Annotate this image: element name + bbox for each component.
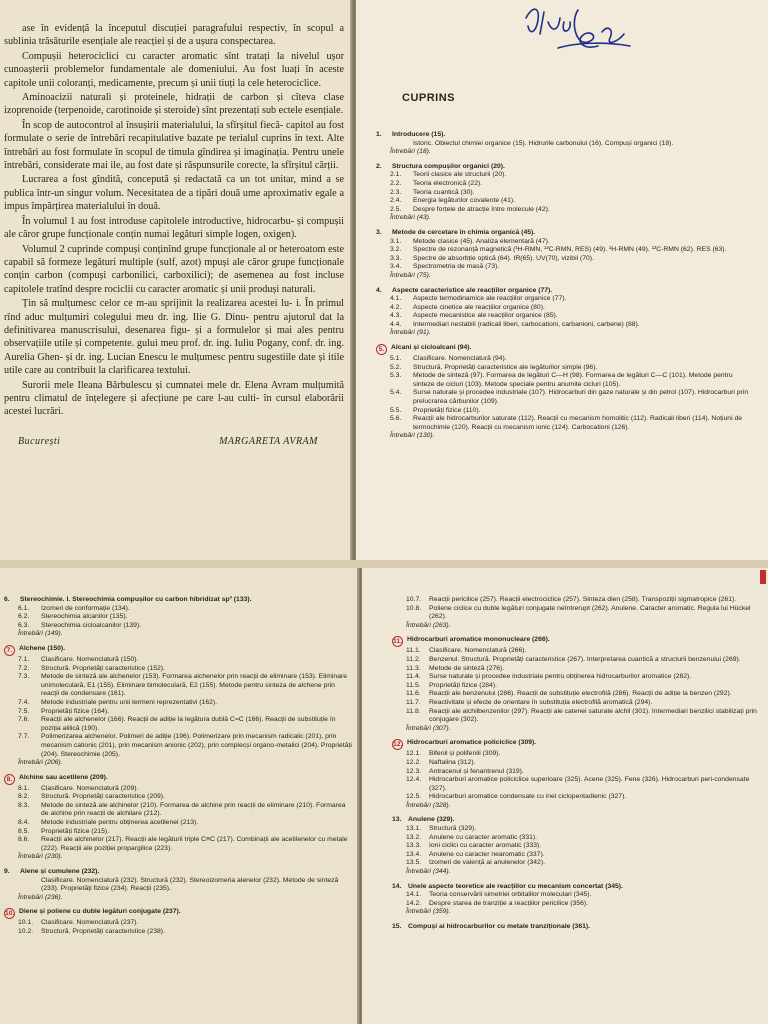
- toc-subsection-title: Spectre de absorbție optică (64). IR(65). UV(70), vizibil (70).: [413, 254, 594, 262]
- toc-chapter: [392, 816, 762, 876]
- toc-chapter-number: 4.: [376, 286, 382, 294]
- toc-chapter-heading: [4, 908, 352, 919]
- toc-subsection: [4, 605, 352, 614]
- toc-subsection-title: Structură. Proprietăți caracteristice (209).: [41, 793, 165, 801]
- toc-subsection-number: 4.3.: [390, 312, 402, 320]
- toc-chapter-number: 6.: [4, 596, 10, 603]
- toc-questions: Întrebări (230).: [18, 853, 63, 861]
- toc-subsection-number: 12.1.: [406, 750, 422, 758]
- toc-chapter: [376, 163, 756, 223]
- toc-subsection: [4, 793, 352, 802]
- toc-subsection-title: Antracenul și fenantrenul (319).: [429, 767, 524, 775]
- toc-subsection-title: Teorii clasice ale structurii (20).: [413, 171, 507, 179]
- preface-paragraph: Țin să mulțumesc celor ce m-au sprijinit la realizarea acestei lu- i. În primul rînd aduc mulțumiri colegului meu dr. ing. Ilie G. Dinu- pentru ajutorul dat la definitivarea manuscrisului, desenarea figu- și a formulelor și mai ales pentru observațiile utile și competente. gului meu prof. dr. ing. Iuliu Pogany, conf. dr. ing. Aurelia Ghen- și dr. ing. Lucian Enescu le mulțumesc pentru sugestiile date și itile utile care au contribuit la clarificarea textului.: [4, 298, 344, 377]
- preface-text: [0, 0, 352, 419]
- toc-subsection: [376, 295, 756, 304]
- toc-subsection: [392, 708, 762, 725]
- toc-subsection: [392, 759, 762, 768]
- toc-subsection: [392, 682, 762, 691]
- toc-subsection-number: 10.1.: [18, 919, 34, 927]
- toc-subsection-title: Aspecte termodinamice ale reacțiilor organice (77).: [413, 295, 567, 303]
- toc-subsection-title: Structură (329).: [429, 825, 477, 833]
- toc-subsection: [376, 415, 756, 432]
- toc-subsection-number: 11.7.: [406, 698, 421, 706]
- toc-chapter-heading: [376, 344, 756, 355]
- toc-subsection: [392, 647, 762, 656]
- toc-subsection-title: Surse naturale și procedee industriale (107). Hidrocarburi din gaze naturale și din petrol (107). Hidrocarburi prin prelucrarea cărbunilor (109).: [413, 389, 749, 406]
- toc-subsection: [392, 768, 762, 777]
- toc-subsection: [392, 673, 762, 682]
- toc-subsection: [376, 355, 756, 364]
- toc-subsection-title: Clasificare. Nomenclatură (237).: [41, 919, 139, 927]
- preface-paragraph: Surorii mele Ileana Bărbulescu și cumnatei mele dr. Elena Avram mulțumită pentru climatul de înțelegere și afecțiune pe care l-au culti- în cursul elaborării acestei lucrări.: [4, 379, 344, 418]
- toc-chapter-heading: [376, 287, 756, 296]
- toc-chapter-note: Clasificare. Nomenclatură (232). Structură (232). Stereoizomeria alenelor (232). Metode de sinteză (233). Proprietăți fizice (234). Reacții (235).: [41, 876, 339, 893]
- toc-questions: Întrebări (149).: [18, 630, 63, 638]
- toc-subsection-number: 13.5.: [406, 859, 422, 867]
- toc-chapter-heading: [392, 883, 762, 892]
- toc-subsection-number: 4.2.: [390, 303, 402, 311]
- toc-chapter-number: 2.: [376, 162, 382, 170]
- toc-chapter-title: Compuși ai hidrocarburilor cu metale tranziționale (361).: [408, 923, 591, 930]
- toc-subsection-title: Structură. Proprietăți caracteristice ale legăturilor simple (96).: [413, 363, 598, 371]
- toc-subsection-number: 2.4.: [390, 197, 402, 205]
- toc-subsection-number: 13.3.: [406, 842, 422, 850]
- toc-subsection-title: Reacții ale benzenului (286). Reacții de substituție electrofilă (286). Reacții de adiție la benzen (292).: [429, 690, 732, 698]
- toc-subsection-title: Structură. Proprietăți caracteristice (238).: [41, 928, 165, 935]
- toc-subsection-number: 8.3.: [18, 801, 30, 809]
- handwritten-signature: [518, 2, 636, 64]
- toc-subsection-number: 13.2.: [406, 833, 422, 841]
- toc-chapter-number: 14.: [392, 882, 402, 890]
- toc-subsection-title: Energia legăturilor covalente (41).: [413, 197, 516, 205]
- preface-place: București: [18, 435, 61, 447]
- preface-signature-line: [0, 420, 352, 447]
- toc-subsection: [392, 776, 762, 793]
- preface-paragraph: În volumul 1 au fost introduse capitolele introductive, hidrocarbu- și compușii ale căror grupe funcționale conțin numai legături simple logen, oxigen).: [4, 215, 344, 241]
- toc-chapter-title: Hidrocarburi aromatice policiclice (309).: [407, 739, 537, 747]
- toc-chapter: [4, 908, 352, 936]
- toc-chapter-title: Introducere (15).: [392, 131, 446, 138]
- toc-subsection-title: Reacții pericilice (257). Reacții electrociclice (257). Sinteza dien (258). Transpoziții sigmatropice (261).: [429, 596, 737, 603]
- toc-chapter-title: Alchene (150).: [19, 644, 66, 652]
- toc-chapter: [392, 923, 762, 932]
- toc-questions: Întrebări (328).: [406, 801, 451, 809]
- toc-subsection-title: Poliene ciclice cu duble legături conjugate neîntrerupt (262). Anulene. Caracter aromatic. Regula lui Hückel (262).: [429, 604, 751, 621]
- toc-subsection: [4, 802, 352, 819]
- toc-subsection-number: 10.7.: [406, 596, 422, 603]
- preface-paragraph: Aminoacizii naturali și proteinele, hidrații de carbon și cîteva clase izoprenoide (terpenoide, carotinoide și steroide) sînt prezentați sub ectele esențiale.: [4, 92, 344, 117]
- toc-chapter-title: Alene și cumulene (232).: [20, 868, 100, 876]
- toc-subsection-number: 11.4.: [406, 673, 421, 681]
- toc-subsection-number: 8.5.: [18, 827, 30, 835]
- toc-subsection: [376, 364, 756, 373]
- toc-questions: Întrebări (91).: [390, 329, 431, 337]
- toc-subsection-title: Bifenil și polifenili (309).: [429, 750, 501, 758]
- toc-questions: Întrebări (359).: [406, 908, 451, 916]
- preface-paragraph: Volumul 2 cuprinde compuși conținînd grupe funcționale al or heteroatom este capabil să formeze legături multiple (sulf, azot) mpuși ale căror grupe funcționale conțin carbon (compuși carbonilici, carboxilici); de asemenea au fost incluse capitolele tratînd despre rociclii cu caracter aromatic și unii produși naturali.: [4, 243, 344, 295]
- toc-subsection: [4, 613, 352, 622]
- red-marker-tab: [760, 570, 766, 584]
- toc-chapter-number: 15.: [392, 923, 402, 930]
- toc-title: CUPRINS: [402, 92, 456, 104]
- toc-subsection-number: 7.6.: [18, 716, 30, 724]
- toc-chapter-title: Diene și poliene cu duble legături conjugate (237).: [19, 908, 181, 916]
- toc-subsection-title: Reacții ale alchilbenzenilor (297). Reacții ale catenei saturate alchil (301). Intermediari benzilici stabilizați prin conjugare (302).: [429, 707, 757, 724]
- toc-list-3: [392, 590, 762, 932]
- toc-chapter-heading: [376, 131, 756, 140]
- toc-subsection-number: 12.4.: [406, 776, 422, 784]
- toc-subsection-title: Proprietăți fizice (110).: [413, 406, 481, 414]
- toc-subsection-number: 14.2.: [406, 899, 422, 907]
- toc-subsection: [4, 928, 352, 937]
- toc-chapter-title: Metode de cercetare în chimia organică (45).: [392, 228, 536, 236]
- toc-subsection-number: 11.8.: [406, 707, 421, 715]
- toc-subsection-title: Clasificare. Nomenclatură (150).: [41, 655, 139, 663]
- toc-subsection-number: 12.3.: [406, 767, 422, 775]
- toc-chapter: [392, 883, 762, 917]
- toc-subsection: [376, 407, 756, 416]
- toc-subsection: [392, 656, 762, 665]
- toc-subsection: [392, 825, 762, 834]
- toc-subsection: [376, 389, 756, 406]
- toc-questions: Întrebări (236).: [18, 893, 63, 901]
- toc-subsection: [376, 304, 756, 313]
- page-gap: [0, 560, 768, 568]
- toc-subsection-title: Metode industriale pentru unii termeni reprezentativi (162).: [41, 698, 218, 706]
- toc-subsection: [392, 793, 762, 802]
- preface-paragraph: Compușii heterociclici cu caracter aromatic sînt tratați la nivelul ușor cunoașterii problemelor fundamentale ale domeniului. Au fost luați în aceste capitole unii coloranți, medicamente, precum și unii tiuți la cele heterociclice.: [4, 50, 344, 89]
- toc-chapter-heading: [4, 645, 352, 656]
- toc-subsection-number: 12.2.: [406, 758, 422, 766]
- toc-subsection-number: 5.6.: [390, 415, 402, 423]
- toc-subsection-title: Hidrocarburi aromatice condensate cu inel ciclopentadienic (327).: [429, 793, 627, 801]
- toc-chapter: [376, 229, 756, 281]
- toc-subsection: [376, 189, 756, 198]
- toc-chapter-number: 11.: [393, 638, 403, 646]
- toc-subsection: [392, 665, 762, 674]
- toc-chapter-number: 10.: [5, 910, 15, 918]
- toc-subsection: [4, 828, 352, 837]
- toc-questions: Întrebări (206).: [18, 759, 63, 767]
- toc-subsection-number: 7.1.: [18, 655, 30, 663]
- toc-subsection-number: 3.1.: [390, 237, 402, 245]
- toc-chapter-heading: [392, 923, 762, 932]
- preface-paragraph: În scop de autocontrol al însușirii materialului, la sfîrșitul fiecă- capitol au fost formulate o serie de întrebări recapitulative bazate pe terialul cuprins în text. Alte întrebări au fost formulate în scopul de timula gîndirea și imaginația. Pentru unele întrebări, considerate mai ile, au fost date și răspunsurile corecte, la sfîrșitul cărții.: [4, 119, 344, 172]
- toc-subsection-title: Aspecte mecanistice ale reacțiilor organice (85).: [413, 312, 558, 320]
- toc-chapter: [376, 131, 756, 157]
- toc-chapter-heading: [392, 816, 762, 825]
- toc-subsection: [392, 834, 762, 843]
- toc-chapter-heading: [392, 636, 762, 647]
- toc-subsection-number: 13.4.: [406, 850, 422, 858]
- toc-chapter: [392, 739, 762, 810]
- toc-subsection: [4, 733, 352, 759]
- toc-subsection-title: Surse naturale și procedee industriale pentru obținerea hidrocarburilor aromatice (282).: [429, 673, 692, 681]
- toc-subsection-title: Clasificare. Nomenclatură (266).: [429, 647, 527, 655]
- toc-subsection-number: 8.6.: [18, 836, 30, 844]
- toc-subsection-title: Metode de sinteză ale alchinelor (210). Formarea de alchine prin reacții de eliminare (210). Formarea de alchine prin reacții de alchilare (212).: [41, 801, 346, 818]
- toc-subsection-number: 6.2.: [18, 613, 30, 621]
- toc-subsection-title: Reacții ale alchinelor (217). Reacții ale legăturii triple C≡C (217). Combinații ale acetilenelor cu metale (222). Reacții ale poziției propargilice (223).: [41, 836, 348, 852]
- preface-paragraph: Lucrarea a fost gîndită, concepută și redactată ca un tot unitar, mind a se publica într-un singur volum. Necesitatea de a tipări două ume aproximativ egale a impus împărțirea materialului în două.: [4, 174, 344, 213]
- toc-subsection-number: 2.3.: [390, 188, 402, 196]
- toc-chapter: [4, 645, 352, 768]
- toc-subsection-number: 5.5.: [390, 406, 402, 414]
- toc-chapter-number: 12.: [393, 741, 403, 749]
- toc-subsection-number: 8.2.: [18, 793, 30, 801]
- toc-chapter-title: Stereochimie. I. Stereochimia compușilor cu carbon hibridizat sp³ (133).: [20, 596, 252, 603]
- toc-chapter-number: 1.: [376, 131, 382, 138]
- toc-subsection: [376, 321, 756, 330]
- toc-subsection-number: 4.4.: [390, 320, 402, 328]
- toc-subsection-number: 3.4.: [390, 263, 402, 271]
- toc-subsection-title: Stereochimia cicloalcanilor (139).: [41, 621, 142, 629]
- toc-subsection-number: 5.4.: [390, 389, 402, 397]
- toc-chapter-number: 8.: [4, 774, 15, 785]
- toc-subsection-number: 5.2.: [390, 363, 402, 371]
- toc-subsection-title: Metode industriale pentru obținerea acetilenei (213).: [41, 819, 199, 827]
- toc-subsection-title: Ioni ciclici cu caracter aromatic (333).: [429, 842, 542, 850]
- toc-list-2: [4, 590, 352, 937]
- preface-paragraph: ase în evidență la începutul discuției paragrafului respectiv, în scopul a sublinia trăsăturile esențiale ale reacției și de a ușura conspectarea.: [4, 23, 344, 48]
- toc-subsection: [376, 180, 756, 189]
- toc-subsection-title: Izomeri de conformație (134).: [41, 604, 130, 612]
- toc-questions: Întrebări (18).: [390, 148, 431, 156]
- toc-subsection: [376, 372, 756, 389]
- toc-subsection-title: Intermediari nestabili (radicali liberi, carbocationi, carbanioni, carbene) (88).: [413, 320, 640, 328]
- toc-subsection: [392, 851, 762, 860]
- toc-subsection-title: Metode de sinteză (97). Formarea de legături C—H (98). Formarea de legături C—C (101). Metode pentru sinteze de cicluri (103). Metode speciale pentru anumite cicluri (105).: [413, 372, 733, 388]
- toc-subsection-number: 10.8.: [406, 604, 422, 612]
- toc-subsection-number: 13.1.: [406, 825, 422, 833]
- toc-subsection-title: Teoria conservării simetriei orbitalilor moleculari (345).: [429, 891, 592, 899]
- toc-subsection-number: 7.4.: [18, 698, 30, 706]
- toc-chapter-number: 5.: [376, 344, 387, 355]
- toc-subsection-number: 7.7.: [18, 733, 30, 741]
- toc-page-1: [356, 0, 768, 560]
- toc-chapter-heading: [4, 774, 352, 785]
- toc-subsection-title: Despre forțele de atracție între molecule (42).: [413, 205, 550, 213]
- toc-subsection-title: Proprietăți fizice (215).: [41, 827, 109, 835]
- toc-subsection-title: Reacții ale alchenelor (166). Reacții de adiție la legătura dublă C=C (166). Reacții de substituție în poziția alilică (190).: [41, 716, 336, 732]
- toc-subsection-title: Proprietăți fizice (284).: [429, 681, 497, 689]
- toc-chapter-title: Anulene (329).: [408, 816, 455, 824]
- toc-questions: Întrebări (263).: [406, 621, 451, 629]
- toc-subsection-title: Teoria electronică (22).: [413, 179, 483, 187]
- toc-subsection: [376, 206, 756, 215]
- toc-subsection: [376, 263, 756, 272]
- toc-subsection-title: Clasificare. Nomenclatură (94).: [413, 355, 507, 363]
- preface-page: [0, 0, 352, 560]
- toc-subsection-title: Naftalina (312).: [429, 758, 476, 766]
- toc-chapter: [376, 287, 756, 339]
- toc-subsection: [376, 197, 756, 206]
- toc-subsection-title: Metode de sinteză ale alchenelor (153). Formarea alchenelor prin reacții de eliminare (153). Eliminare unimoleculară, E1 (155). Eliminare bimoleculară, E2 (155). Metode pentru sinteza de alchene prin reacții de condensare (161).: [41, 673, 348, 698]
- toc-subsection-title: Metode clasice (45). Analiza elementară (47).: [413, 237, 550, 245]
- toc-subsection-number: 11.3.: [406, 664, 421, 672]
- toc-subsection: [4, 656, 352, 665]
- toc-subsection-number: 11.1.: [406, 647, 421, 655]
- toc-subsection-title: Stereochimia alcanilor (135).: [41, 613, 128, 621]
- toc-subsection: [392, 596, 762, 605]
- toc-subsection-number: 8.1.: [18, 784, 30, 792]
- toc-chapter-heading: [4, 868, 352, 877]
- toc-subsection-number: 7.3.: [18, 673, 30, 681]
- toc-subsection: [4, 708, 352, 717]
- toc-subsection-number: 14.1.: [406, 891, 422, 899]
- toc-chapter-title: Structura compușilor organici (20).: [392, 162, 505, 170]
- toc-subsection: [392, 690, 762, 699]
- toc-subsection-number: 4.1.: [390, 295, 402, 303]
- toc-subsection-title: Spectrometria de masă (73).: [413, 263, 500, 271]
- toc-chapter-heading: [376, 163, 756, 172]
- toc-subsection-number: 10.2.: [18, 928, 34, 935]
- toc-subsection-number: 8.4.: [18, 819, 30, 827]
- toc-subsection: [4, 716, 352, 733]
- toc-subsection: [4, 819, 352, 828]
- toc-questions: Întrebări (75).: [390, 271, 431, 279]
- toc-subsection: [376, 246, 756, 255]
- toc-subsection-title: Reacții ale hidrocarburilor saturate (112). Reacții cu mecanism homolitic (112). Radicali liberi (114). Noțiuni de termochimie (120). Reacții cu mecanism ionic (124). Carbocationi (126).: [413, 415, 743, 431]
- toc-subsection-title: Proprietăți fizice (164).: [41, 707, 109, 715]
- toc-subsection-number: 7.5.: [18, 707, 30, 715]
- toc-subsection: [392, 891, 762, 900]
- toc-chapter-title: Alchine sau acetilene (209).: [19, 773, 108, 781]
- toc-chapter-number: 13.: [392, 816, 402, 824]
- toc-subsection-number: 5.3.: [390, 372, 402, 380]
- toc-chapter-number: 3.: [376, 228, 382, 236]
- toc-subsection: [4, 836, 352, 853]
- toc-questions: Întrebări (307).: [406, 724, 451, 732]
- toc-chapter: [4, 868, 352, 902]
- toc-chapter-title: Alcani și cicloalcani (94).: [391, 344, 472, 352]
- toc-subsection-number: 6.1.: [18, 604, 30, 612]
- toc-chapter-heading: [4, 596, 352, 605]
- toc-subsection-title: Polimerizarea alchenelor. Polimeri de adiție (196). Polimerizare prin mecanism radicalic (201), prin mecanism cationic (201), prin mecanism anionic (202), prin complecși organo-metalici (204). Proprietăți (204). Stereochimie (205).: [41, 733, 352, 758]
- toc-subsection-title: Reactivitate și efecte de orientare în substituția electrofilă aromatică (294).: [429, 698, 653, 706]
- toc-subsection-number: 6.3.: [18, 621, 30, 629]
- toc-subsection: [4, 673, 352, 699]
- toc-subsection: [392, 750, 762, 759]
- toc-subsection: [4, 699, 352, 708]
- toc-subsection-number: 2.1.: [390, 171, 402, 179]
- toc-questions: Întrebări (344).: [406, 868, 451, 876]
- toc-subsection: [4, 919, 352, 928]
- toc-subsection-title: Anulene cu caracter aromatic (331).: [429, 833, 538, 841]
- toc-subsection-title: Despre starea de tranziție a reacțiilor pericilice (356).: [429, 899, 589, 907]
- toc-subsection-title: Izomeri de valență ai anulenelor (342).: [429, 859, 545, 867]
- toc-subsection: [376, 312, 756, 321]
- toc-list-1: [376, 125, 756, 441]
- toc-subsection-title: Spectre de rezonanță magnetică (¹H-RMN, ¹³C-RMN, RES) (49). ¹H-RMN (49). ¹³C-RMN (62). RES (63).: [413, 246, 727, 254]
- toc-questions: Întrebări (43).: [390, 214, 431, 222]
- toc-subsection-number: 3.3.: [390, 254, 402, 262]
- toc-chapter-title: Aspecte caracteristice ale reacțiilor organice (77).: [392, 286, 553, 294]
- toc-subsection: [392, 859, 762, 868]
- toc-subsection-title: Benzenul. Structură. Proprietăți caracteristice (267). Interpretarea cuantică a structurii benzenului (269).: [429, 655, 741, 663]
- toc-subsection: [376, 255, 756, 264]
- toc-subsection: [392, 605, 762, 622]
- toc-chapter: [376, 344, 756, 441]
- toc-subsection-number: 2.2.: [390, 179, 402, 187]
- toc-subsection-number: 2.5.: [390, 205, 402, 213]
- toc-subsection-title: Anulene cu caracter nearomatic (337).: [429, 850, 545, 858]
- toc-questions: Întrebări (130).: [390, 432, 435, 440]
- toc-subsection: [376, 171, 756, 180]
- toc-subsection-title: Structură. Proprietăți caracteristice (152).: [41, 664, 165, 672]
- toc-chapter-note: Istoric. Obiectul chimiei organice (15). Hidrurile carbonului (16). Compuși organici (18).: [413, 139, 674, 147]
- toc-chapter: [392, 596, 762, 630]
- toc-chapter-heading: [376, 229, 756, 238]
- toc-chapter-heading: [392, 739, 762, 750]
- toc-subsection-title: Metode de sinteză (276).: [429, 664, 505, 672]
- toc-subsection-number: 11.6.: [406, 690, 421, 698]
- preface-author: MARGARETA AVRAM: [219, 435, 318, 447]
- toc-subsection-title: Clasificare. Nomenclatură (209).: [41, 784, 139, 792]
- toc-subsection-number: 7.2.: [18, 664, 30, 672]
- toc-subsection-number: 12.5.: [406, 793, 422, 801]
- toc-chapter: [4, 596, 352, 639]
- toc-subsection-title: Aspecte cinetice ale reacțiilor organice (80).: [413, 303, 545, 311]
- toc-subsection: [392, 699, 762, 708]
- toc-subsection: [392, 842, 762, 851]
- toc-subsection: [376, 238, 756, 247]
- toc-subsection-number: 5.1.: [390, 355, 402, 363]
- toc-chapter-title: Unele aspecte teoretice ale reacțiilor cu mecanism concertat (345).: [408, 882, 623, 890]
- toc-subsection-number: 11.2.: [406, 655, 421, 663]
- toc-subsection: [4, 785, 352, 794]
- toc-chapter: [4, 774, 352, 862]
- toc-chapter: [392, 636, 762, 733]
- toc-chapter-number: 9.: [4, 868, 10, 876]
- toc-subsection-title: Teoria cuantică (30).: [413, 188, 475, 196]
- toc-subsection-title: Hidrocarburi aromatice policiclice superioare (325). Acene (325). Fene (326). Hidrocarburi peri-condensate (327).: [429, 776, 750, 792]
- toc-subsection-number: 11.5.: [406, 681, 421, 689]
- toc-subsection: [4, 665, 352, 674]
- toc-chapter-title: Hidrocarburi aromatice mononucleare (266).: [407, 636, 550, 644]
- toc-subsection-number: 3.2.: [390, 246, 402, 254]
- toc-chapter-number: 7.: [4, 645, 15, 656]
